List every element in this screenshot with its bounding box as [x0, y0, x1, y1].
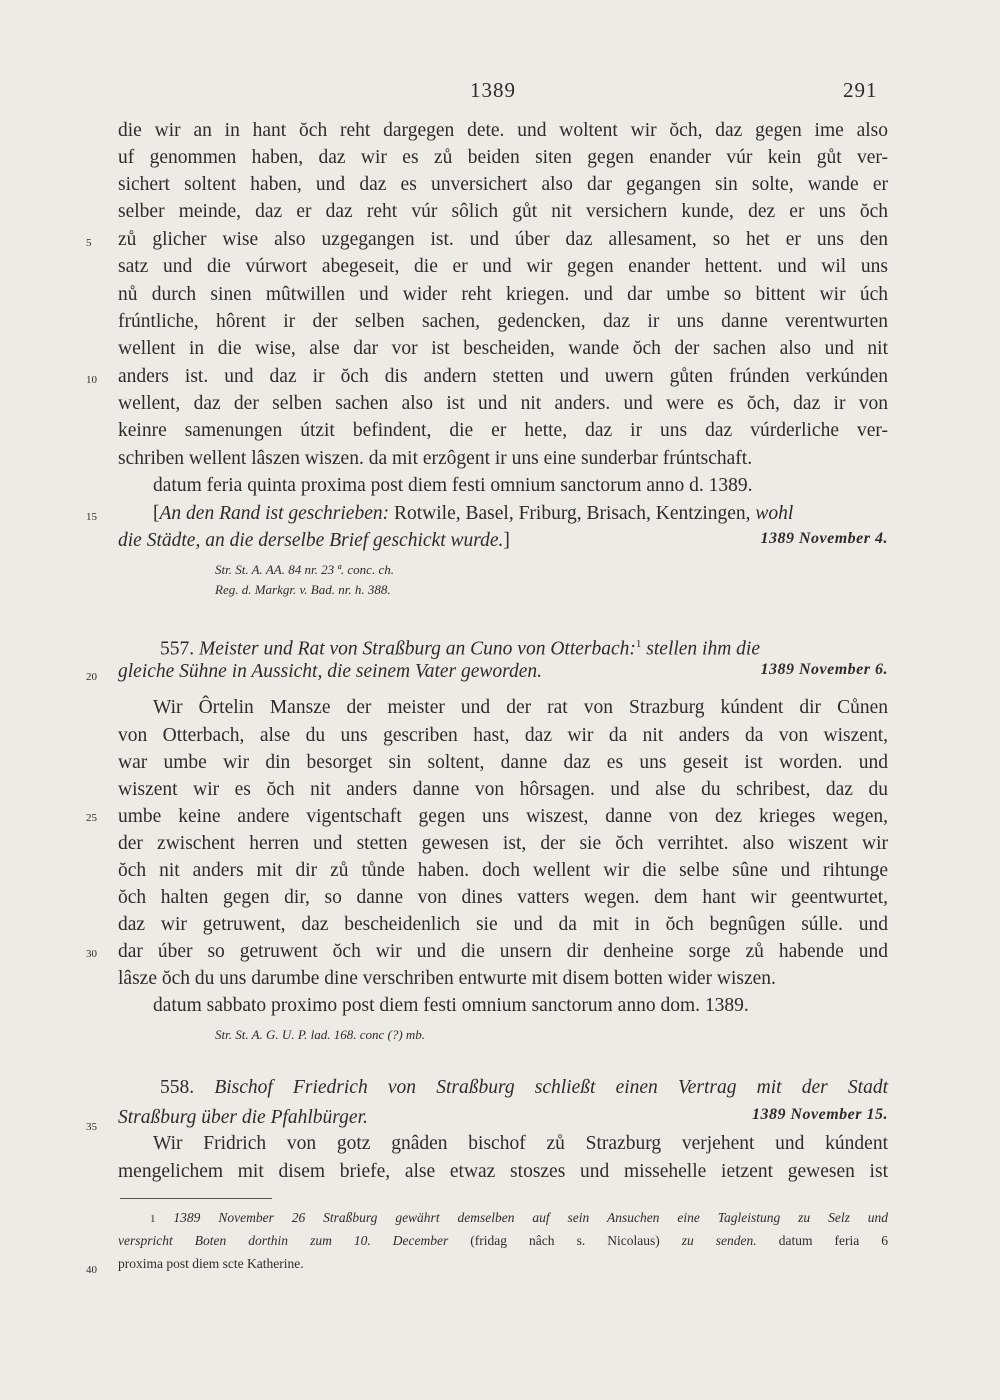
- datum-line: datum feria quinta proxima post diem festi omnium sanctorum anno d. 1389.: [153, 475, 753, 496]
- text-line: nů durch sinen mûtwillen und wider reht kriegen. und dar umbe so bittent wir úch: [118, 284, 888, 305]
- bracket: ]: [503, 530, 510, 551]
- footnote-italic: verspricht Boten dorthin zum 10. December: [118, 1233, 449, 1248]
- text-line: uf genommen haben, daz wir es zů beiden siten gegen enander vúr kein gůt ver-: [118, 147, 888, 168]
- text-line: wiszent wir es ŏch nit anders danne von hôrsagen. und alse du schribest, daz du: [118, 779, 888, 800]
- text-line: von Otterbach, alse du uns gescriben hast, daz wir da nit anders da von wiszent,: [118, 725, 888, 746]
- line-number: 10: [86, 374, 97, 386]
- text-line: daz wir getruwent, daz bescheidenlich sie und da mit in ŏch begnûgen súlle. und: [118, 914, 888, 935]
- text-line: der zwischent herren und stetten gewesen ist, der sie ŏch verrihtet. also wiszent wir: [118, 833, 888, 854]
- entry-number: 557.: [160, 638, 195, 660]
- page-header-year: 1389: [470, 78, 516, 102]
- text-line: wellent, daz der selben sachen also ist und nit anders. und were es ŏch, daz ir von: [118, 393, 888, 414]
- editorial-note-cont: [118, 527, 678, 555]
- text-line: frúntliche, hôrent ir der selben sachen, gedencken, daz ir uns danne verentwurten: [118, 311, 888, 332]
- text-line: wellent in die wise, alse dar vor ist bescheiden, wande ŏch der sachen also und nit: [118, 338, 888, 359]
- entry-title-line2: gleiche Sühne in Aussicht, die seinem Vater geworden.: [118, 661, 543, 682]
- editorial-note: [153, 500, 888, 528]
- line-number: 40: [86, 1264, 97, 1276]
- entry-date: 1389 November 15.: [751, 1106, 888, 1123]
- note-places: Rotwile, Basel, Friburg, Brisach, Kentzingen,: [389, 503, 756, 524]
- entry-title: stellen ihm die: [646, 638, 761, 660]
- footnote-plain: datum feria 6: [778, 1233, 888, 1248]
- line-number: 15: [86, 511, 97, 523]
- note-italic: An den Rand ist geschrieben:: [159, 503, 390, 524]
- entry-date: 1389 November 6.: [760, 661, 888, 678]
- text-line: ŏch nit anders mit dir zů tůnde haben. doch wellent wir die selbe sûne und rihtunge: [118, 860, 888, 881]
- footnote-line: [118, 1230, 888, 1252]
- text-line: selber meinde, daz er daz reht vúr sôlich gůt nit versichern kunde, dez er uns ŏch: [118, 201, 888, 222]
- line-number: 30: [86, 948, 97, 960]
- footnote-line: [150, 1207, 888, 1230]
- footnote-rule: [120, 1198, 272, 1199]
- footnote-ref: 1: [635, 638, 642, 650]
- text-line: Wir Ôrtelin Mansze der meister und der rat von Strazburg kúndent dir Cůnen: [153, 697, 888, 718]
- text-line: Wir Fridrich von gotz gnâden bischof zů Strazburg verjehent und kúndent: [153, 1133, 888, 1154]
- text-line: lâsze ŏch du uns darumbe dine verschriben entwurte mit disem botten wider wiszen.: [118, 968, 776, 989]
- note-italic: die Städte, an die derselbe Brief geschickt wurde.: [118, 530, 504, 551]
- entry-title-line2: Straßburg über die Pfahlbürger.: [118, 1107, 368, 1128]
- note-italic: wohl: [755, 503, 794, 524]
- text-line: schriben wellent lâszen wiszen. da mit erzôgent ir uns eine sunderbar frúntschaft.: [118, 448, 753, 469]
- footnote-plain: (fridag nâch s. Nicolaus): [448, 1233, 682, 1248]
- line-number: 5: [86, 237, 92, 249]
- page-number: 291: [843, 78, 878, 102]
- text-line: zů glicher wise also uzgegangen ist. und úber daz allesament, so het er uns den: [118, 229, 888, 250]
- datum-line: datum sabbato proximo post diem festi omnium sanctorum anno dom. 1389.: [153, 995, 749, 1016]
- line-number: 35: [86, 1121, 97, 1133]
- text-line: anders ist. und daz ir ŏch dis andern stetten und uwern gůten frúnden verkúnden: [118, 366, 888, 387]
- footnote-italic: 1389 November 26 Straßburg gewährt demselben auf sein Ansuchen eine Tagleistung zu Selz und: [173, 1210, 888, 1225]
- line-number: 25: [86, 812, 97, 824]
- bracket: [: [153, 503, 160, 524]
- text-line: keinre samenungen útzit befindent, die er hette, daz ir uns daz vúrderliche ver-: [118, 420, 888, 441]
- text-line: umbe keine andere vigentschaft gegen uns wiszest, danne von dez krieges wegen,: [118, 806, 888, 827]
- text-line: war umbe wir din besorget sin soltent, danne daz es uns geseit ist worden. und: [118, 752, 888, 773]
- entry-number: 558.: [160, 1077, 195, 1098]
- footnote-line: proxima post diem scte Katherine.: [118, 1256, 304, 1271]
- source-citation: Str. St. A. G. U. P. lad. 168. conc (?) mb.: [215, 1027, 426, 1042]
- entry-date: 1389 November 4.: [760, 530, 888, 547]
- text-line: satz und die vúrwort abegeseit, die er und wir gegen enander hettent. und wil uns: [118, 256, 888, 277]
- entry-title: Bischof Friedrich von Straßburg schließt einen Vertrag mit der Stadt: [214, 1077, 889, 1098]
- line-number: 20: [86, 671, 97, 683]
- entry-heading-558: [160, 1074, 888, 1102]
- text-line: dar úber so getruwent ŏch wir und die unsern dir denheine sorge zů habende und: [118, 941, 888, 962]
- source-citation: Str. St. A. AA. 84 nr. 23 ª. conc. ch.: [215, 562, 394, 577]
- text-line: sichert soltent haben, und daz es unversichert also dar gegangen sin solte, wande er: [118, 174, 888, 195]
- footnote-marker: 1: [150, 1213, 156, 1225]
- footnote-italic: zu senden.: [681, 1233, 757, 1248]
- source-citation: Reg. d. Markgr. v. Bad. nr. h. 388.: [215, 582, 391, 597]
- text-line: mengelichem mit disem briefe, alse etwaz stoszes und missehelle ietzent gewesen ist: [118, 1161, 888, 1182]
- text-line: die wir an in hant ŏch reht dargegen dete. und woltent wir ŏch, daz gegen ime also: [118, 120, 888, 141]
- entry-title: Meister und Rat von Straßburg an Cuno von Otterbach:: [199, 638, 636, 660]
- text-line: ŏch halten gegen dir, so danne von dines vatters wegen. dem hant wir geentwurtet,: [118, 887, 888, 908]
